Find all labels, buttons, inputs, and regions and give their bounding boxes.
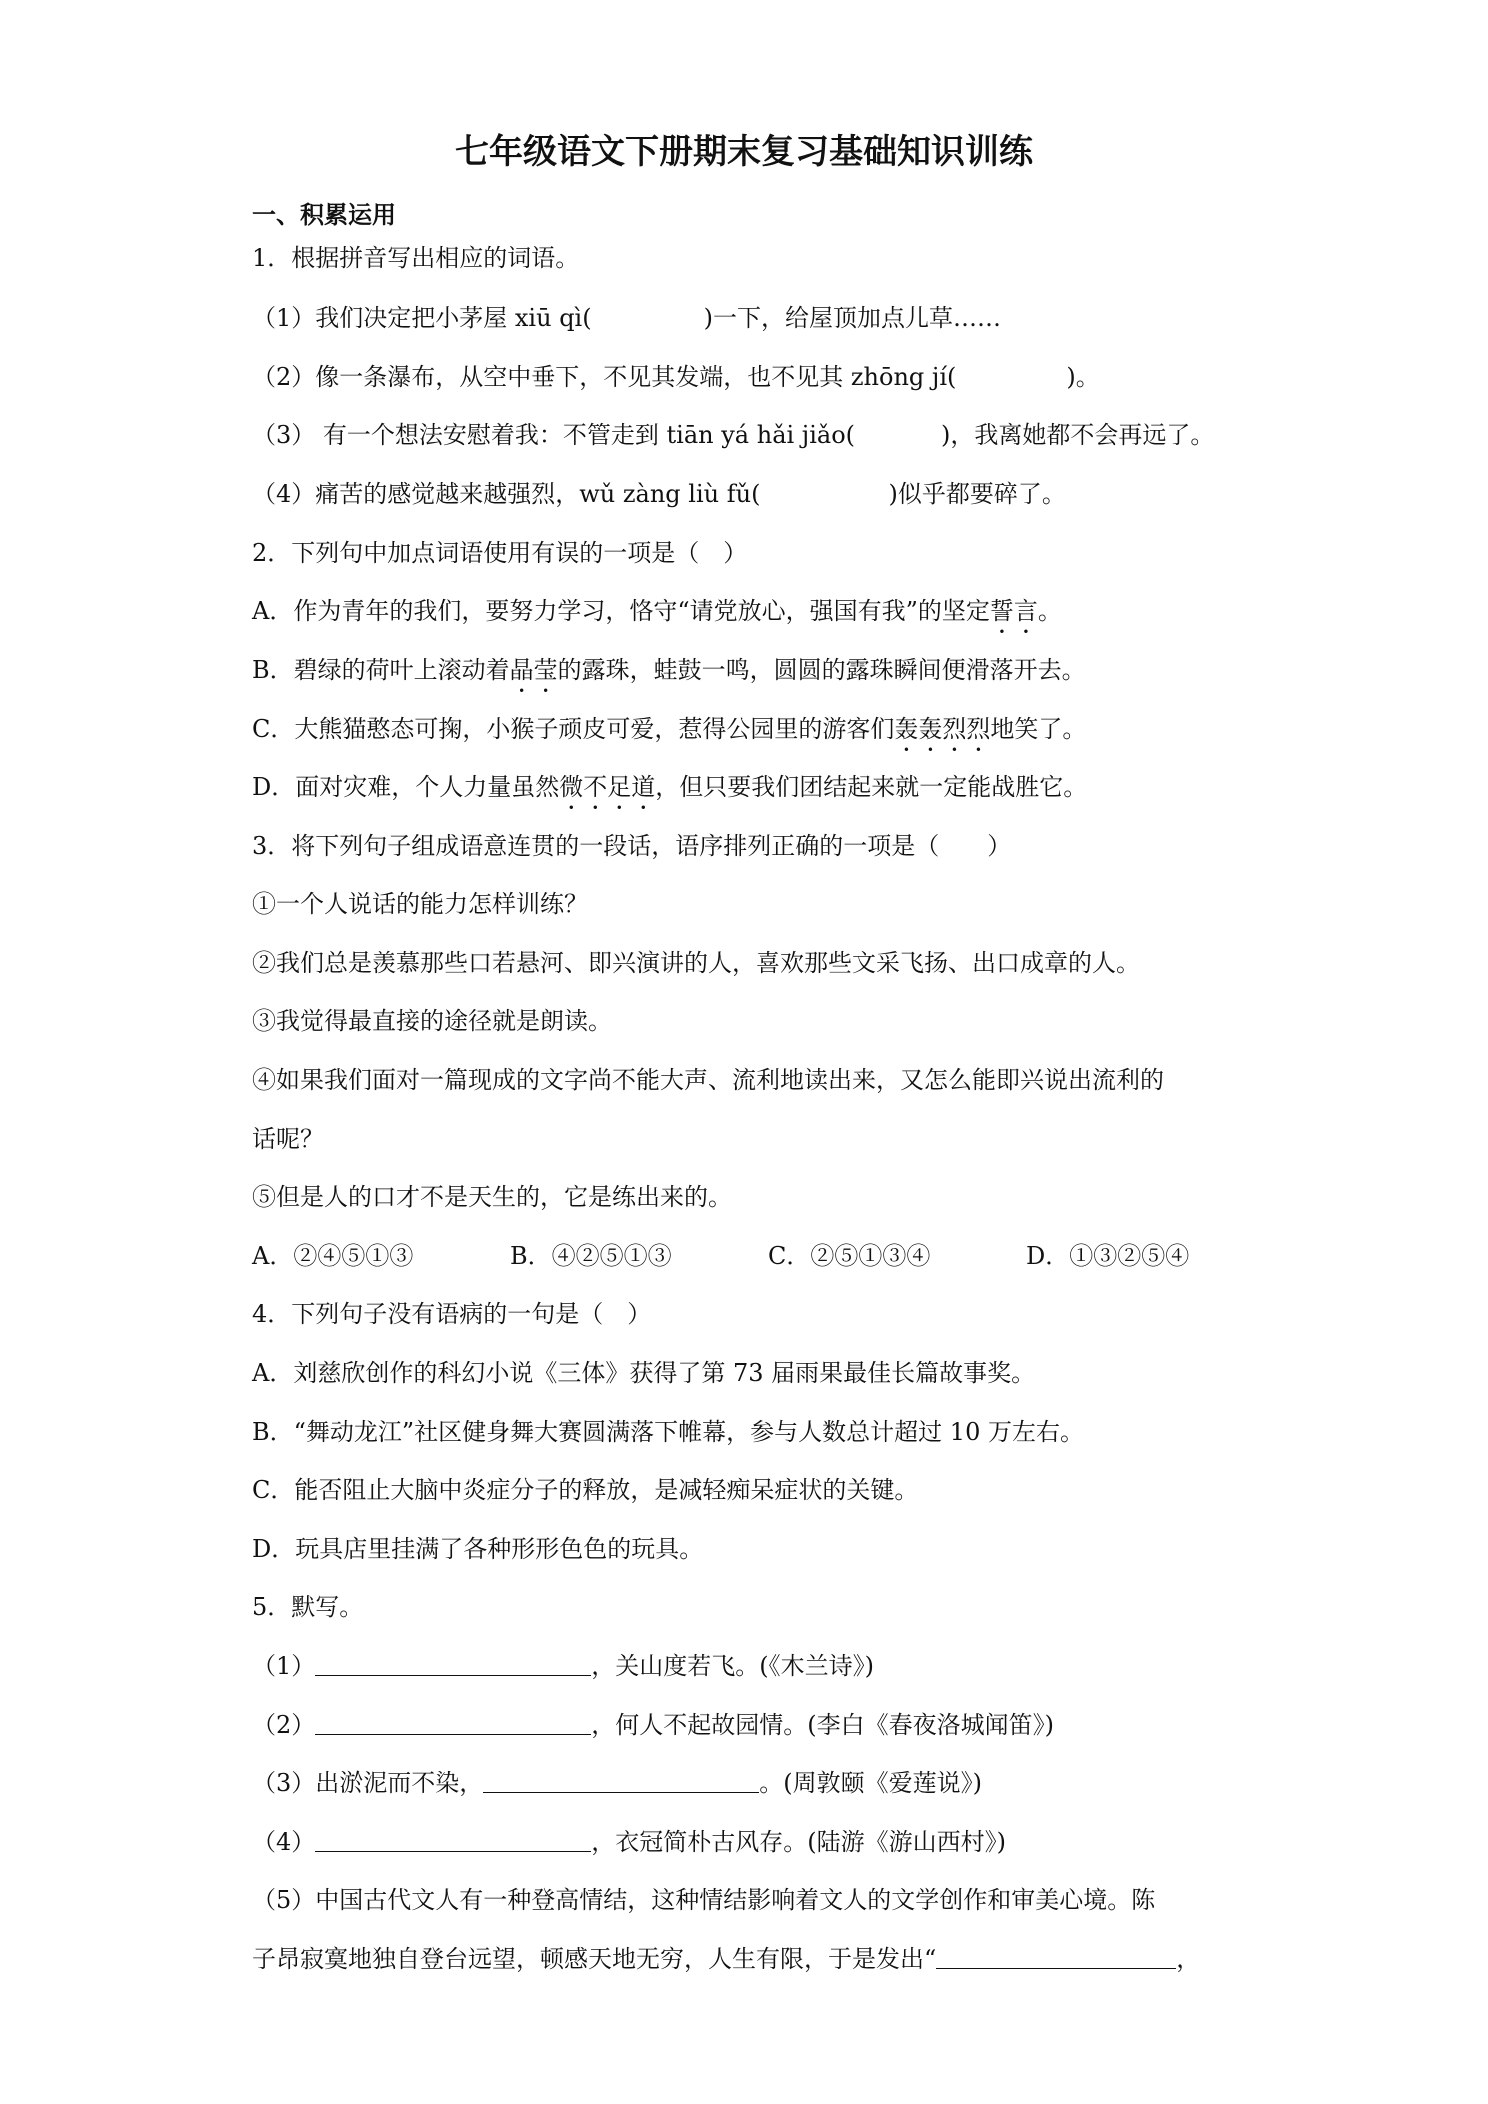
q1-item-2-pre: （2）像一条瀑布，从空中垂下，不见其发端，也不见其 zhōng jí( <box>252 363 957 391</box>
q2-stem: 2．下列句中加点词语使用有误的一项是（ ） <box>252 539 748 567</box>
q2-option-d-end: ，但只要我们团结起来就一定能战胜它。 <box>655 773 1088 801</box>
q3-sentence: ③我觉得最直接的途径就是朗读。 <box>252 1007 612 1035</box>
q1-item-3-pre: （3） 有一个想法安慰着我：不管走到 tiān yá hǎi jiǎo( <box>252 421 856 449</box>
q5-item-2-num: （2） <box>252 1711 316 1739</box>
q2-option-a-end: 。 <box>1037 597 1062 625</box>
dotted-word: 微不足道 <box>559 773 656 801</box>
q3-options <box>252 1236 1262 1276</box>
q2-option-d-text: D．面对灾难，个人力量虽然 <box>252 773 560 801</box>
q1-item-1 <box>252 298 1262 338</box>
q5-item-5-cont <box>252 1939 1262 1979</box>
q3-option-c[interactable]: C．②⑤①③④ <box>768 1242 931 1270</box>
q1-item-4 <box>252 474 1262 514</box>
fill-blank[interactable] <box>315 1649 591 1676</box>
section-heading: 一、积累运用 <box>252 201 396 229</box>
q3-sentence: ⑤但是人的口才不是天生的，它是练出来的。 <box>252 1183 732 1211</box>
q5-item-4-num: （4） <box>252 1828 316 1856</box>
q4-option-d: D．玩具店里挂满了各种形形色色的玩具。 <box>252 1535 704 1563</box>
q1-item-2 <box>252 357 1262 397</box>
q3-option-a[interactable]: A．②④⑤①③ <box>252 1242 414 1270</box>
fill-blank[interactable] <box>483 1766 759 1793</box>
q1-item-1-post: )一下，给屋顶加点儿草…… <box>703 304 1001 332</box>
q3-sentence: ②我们总是羡慕那些口若悬河、即兴演讲的人，喜欢那些文采飞扬、出口成章的人。 <box>252 949 1140 977</box>
q4-option-c: C．能否阻止大脑中炎症分子的释放，是减轻痴呆症状的关键。 <box>252 1476 919 1504</box>
fill-blank[interactable] <box>315 1825 591 1852</box>
q4-option-a: A．刘慈欣创作的科幻小说《三体》获得了第 73 届雨果最佳长篇故事奖。 <box>252 1359 1036 1387</box>
fill-blank[interactable] <box>315 1708 591 1735</box>
q5-item-4 <box>252 1822 1262 1862</box>
q2-option-a <box>252 591 1262 639</box>
q5-item-5-end: ， <box>1176 1945 1201 1973</box>
q2-option-b <box>252 650 1262 698</box>
q3-sentence: ①一个人说话的能力怎样训练？ <box>252 890 588 918</box>
q5-item-2-text: ，何人不起故园情。(李白《春夜洛城闻笛》) <box>591 1711 1055 1739</box>
q2-option-b-text: B．碧绿的荷叶上滚动着 <box>252 656 510 684</box>
q3-sentence: ④如果我们面对一篇现成的文字尚不能大声、流利地读出来，又怎么能即兴说出流利的 <box>252 1066 1164 1094</box>
dotted-word: 晶莹 <box>509 656 558 684</box>
q1-item-2-post: )。 <box>1066 363 1100 391</box>
q3-option-b[interactable]: B．④②⑤①③ <box>510 1242 672 1270</box>
q5-stem: 5．默写。 <box>252 1593 364 1621</box>
q5-item-5: （5）中国古代文人有一种登高情结，这种情结影响着文人的文学创作和审美心境。陈 <box>252 1886 1156 1914</box>
q1-item-3-post: )，我离她都不会再远了。 <box>941 421 1215 449</box>
q3-stem: 3．将下列句子组成语意连贯的一段话，语序排列正确的一项是（ ） <box>252 832 1012 860</box>
q2-option-c-text: C．大熊猫憨态可掬，小猴子顽皮可爱，惹得公园里的游客们 <box>252 715 895 743</box>
q2-option-c-end: 地笑了。 <box>990 715 1087 743</box>
q1-stem: 1．根据拼音写出相应的词语。 <box>252 244 580 272</box>
dotted-word: 轰轰烈烈 <box>894 715 991 743</box>
q1-item-4-post: )似乎都要碎了。 <box>888 480 1066 508</box>
q5-item-2 <box>252 1705 1262 1745</box>
q1-item-1-pre: （1）我们决定把小茅屋 xiū qì( <box>252 304 592 332</box>
q5-item-1 <box>252 1646 1262 1686</box>
q2-option-a-text: A．作为青年的我们，要努力学习，恪守“请党放心，强国有我”的坚定 <box>252 597 990 625</box>
q5-item-3-num: （3）出淤泥而不染， <box>252 1769 484 1797</box>
q5-item-5-text: 子昂寂寞地独自登台远望，顿感天地无穷，人生有限，于是发出“ <box>252 1945 937 1973</box>
q1-item-3 <box>252 415 1262 455</box>
q2-option-c <box>252 709 1262 757</box>
q5-item-4-text: ，衣冠简朴古风存。(陆游《游山西村》) <box>591 1828 1007 1856</box>
q5-item-3 <box>252 1763 1262 1803</box>
q5-item-3-text: 。(周敦颐《爱莲说》) <box>759 1769 983 1797</box>
q4-stem: 4．下列句子没有语病的一句是（ ） <box>252 1300 652 1328</box>
page-title: 七年级语文下册期末复习基础知识训练 <box>455 132 1033 172</box>
fill-blank[interactable] <box>936 1942 1176 1969</box>
q5-item-1-text: ，关山度若飞。(《木兰诗》) <box>591 1652 875 1680</box>
q3-sentence: 话呢？ <box>252 1125 324 1153</box>
q2-option-b-end: 的露珠，蛙鼓一鸣，圆圆的露珠瞬间便滑落开去。 <box>557 656 1086 684</box>
q3-option-d[interactable]: D．①③②⑤④ <box>1026 1242 1190 1270</box>
q4-option-b: B．“舞动龙江”社区健身舞大赛圆满落下帷幕，参与人数总计超过 10 万左右。 <box>252 1418 1084 1446</box>
q2-option-d <box>252 767 1262 815</box>
q1-item-4-pre: （4）痛苦的感觉越来越强烈，wǔ zàng liù fǔ( <box>252 480 761 508</box>
dotted-word: 誓言 <box>989 597 1038 625</box>
q5-item-1-num: （1） <box>252 1652 316 1680</box>
